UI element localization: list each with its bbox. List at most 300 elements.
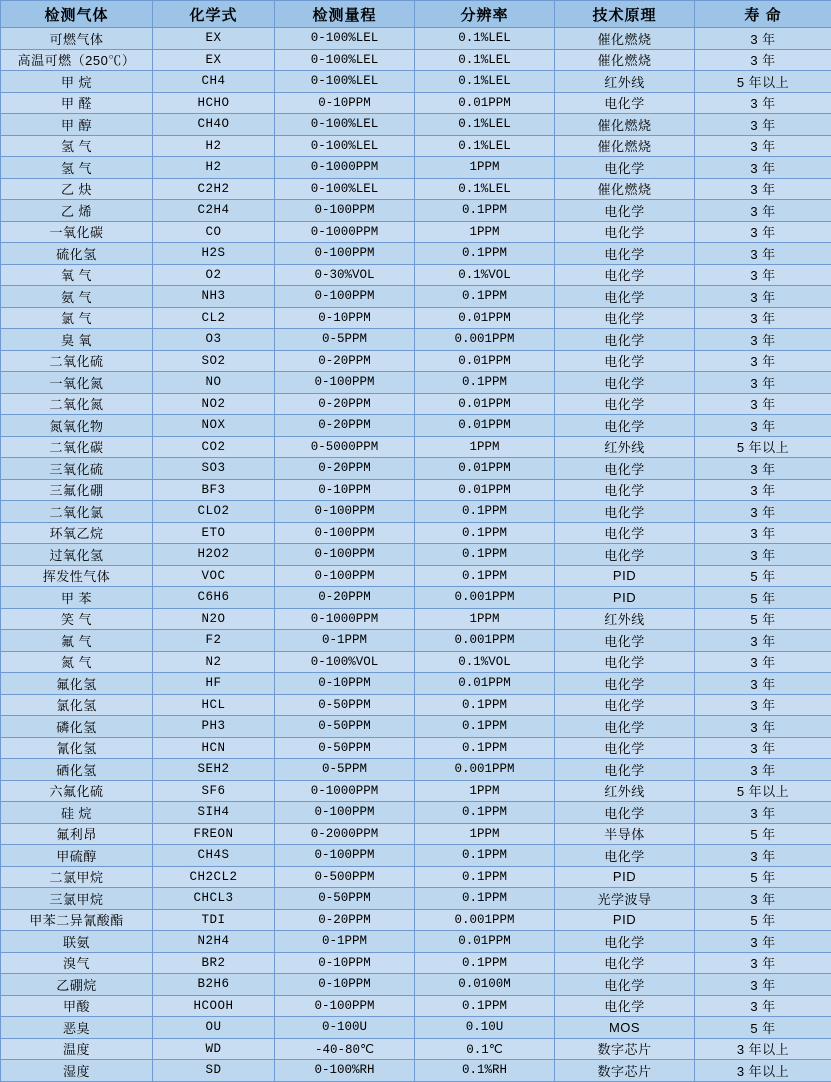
cell-gas: 二氧化氮 (1, 393, 153, 415)
table-row (1, 759, 831, 781)
cell-gas: 氯 气 (1, 307, 153, 329)
cell-lifetime: 3 年 (695, 49, 831, 71)
cell-lifetime: 3 年以上 (695, 1038, 831, 1060)
cell-lifetime: 3 年 (695, 673, 831, 695)
cell-principle: 电化学 (555, 264, 695, 286)
cell-lifetime: 5 年 (695, 1017, 831, 1039)
cell-range: 0-50PPM (275, 888, 415, 910)
cell-range: -40-80℃ (275, 1038, 415, 1060)
cell-gas: 六氟化硫 (1, 780, 153, 802)
table-row (1, 544, 831, 566)
cell-principle: 电化学 (555, 157, 695, 179)
cell-formula: CO2 (153, 436, 275, 458)
table-row (1, 651, 831, 673)
cell-gas: 环氧乙烷 (1, 522, 153, 544)
cell-range: 0-100PPM (275, 372, 415, 394)
cell-principle: 红外线 (555, 436, 695, 458)
cell-resolution: 0.1℃ (415, 1038, 555, 1060)
cell-principle: PID (555, 587, 695, 609)
cell-gas: 二氧化碳 (1, 436, 153, 458)
cell-resolution: 0.01PPM (415, 393, 555, 415)
table-row (1, 71, 831, 93)
cell-gas: 甲苯二异氰酸酯 (1, 909, 153, 931)
cell-principle: 红外线 (555, 71, 695, 93)
cell-resolution: 0.1PPM (415, 694, 555, 716)
cell-gas: 二氯甲烷 (1, 866, 153, 888)
cell-range: 0-10PPM (275, 307, 415, 329)
table-row (1, 995, 831, 1017)
cell-resolution: 0.1%LEL (415, 49, 555, 71)
cell-lifetime: 3 年 (695, 630, 831, 652)
cell-lifetime: 5 年 (695, 909, 831, 931)
cell-resolution: 0.1PPM (415, 544, 555, 566)
table-row (1, 458, 831, 480)
cell-principle: 电化学 (555, 974, 695, 996)
cell-range: 0-20PPM (275, 415, 415, 437)
column-header-principle: 技术原理 (555, 1, 695, 28)
cell-gas: 硅 烷 (1, 802, 153, 824)
cell-formula: H2S (153, 243, 275, 265)
table-row (1, 522, 831, 544)
cell-formula: CH4S (153, 845, 275, 867)
cell-formula: CHCL3 (153, 888, 275, 910)
cell-range: 0-2000PPM (275, 823, 415, 845)
cell-gas: 氢 气 (1, 135, 153, 157)
cell-resolution: 0.1PPM (415, 952, 555, 974)
cell-resolution: 0.1%LEL (415, 114, 555, 136)
cell-resolution: 1PPM (415, 608, 555, 630)
cell-formula: FREON (153, 823, 275, 845)
cell-resolution: 0.1%VOL (415, 651, 555, 673)
cell-gas: 恶臭 (1, 1017, 153, 1039)
cell-gas: 三氯甲烷 (1, 888, 153, 910)
cell-principle: 电化学 (555, 501, 695, 523)
cell-formula: N2O (153, 608, 275, 630)
cell-gas: 过氧化氢 (1, 544, 153, 566)
cell-range: 0-5000PPM (275, 436, 415, 458)
cell-range: 0-100%LEL (275, 71, 415, 93)
cell-formula: HCOOH (153, 995, 275, 1017)
cell-lifetime: 3 年 (695, 200, 831, 222)
cell-gas: 氮 气 (1, 651, 153, 673)
cell-principle: 电化学 (555, 393, 695, 415)
cell-resolution: 0.001PPM (415, 630, 555, 652)
cell-gas: 二氧化硫 (1, 350, 153, 372)
cell-gas: 三氟化硼 (1, 479, 153, 501)
cell-gas: 氧 气 (1, 264, 153, 286)
cell-formula: CH4 (153, 71, 275, 93)
cell-range: 0-100PPM (275, 845, 415, 867)
cell-gas: 甲 醛 (1, 92, 153, 114)
cell-lifetime: 3 年 (695, 221, 831, 243)
cell-principle: 数字芯片 (555, 1060, 695, 1082)
cell-resolution: 0.001PPM (415, 587, 555, 609)
table-row (1, 1017, 831, 1039)
cell-resolution: 0.1%RH (415, 1060, 555, 1082)
cell-principle: 电化学 (555, 372, 695, 394)
cell-lifetime: 5 年 (695, 587, 831, 609)
cell-lifetime: 3 年 (695, 350, 831, 372)
table-row (1, 673, 831, 695)
cell-formula: TDI (153, 909, 275, 931)
cell-formula: CH4O (153, 114, 275, 136)
cell-principle: PID (555, 909, 695, 931)
cell-formula: CO (153, 221, 275, 243)
cell-range: 0-1PPM (275, 931, 415, 953)
cell-lifetime: 3 年 (695, 544, 831, 566)
cell-lifetime: 3 年 (695, 307, 831, 329)
cell-formula: WD (153, 1038, 275, 1060)
table-row (1, 802, 831, 824)
cell-principle: 电化学 (555, 694, 695, 716)
table-row (1, 780, 831, 802)
cell-range: 0-100%LEL (275, 114, 415, 136)
column-header-resolution: 分辨率 (415, 1, 555, 28)
table-row (1, 737, 831, 759)
cell-lifetime: 3 年 (695, 995, 831, 1017)
table-row (1, 436, 831, 458)
cell-formula: N2H4 (153, 931, 275, 953)
cell-principle: MOS (555, 1017, 695, 1039)
cell-formula: SF6 (153, 780, 275, 802)
cell-resolution: 0.1PPM (415, 845, 555, 867)
cell-lifetime: 3 年 (695, 716, 831, 738)
cell-lifetime: 3 年 (695, 135, 831, 157)
cell-formula: C2H2 (153, 178, 275, 200)
cell-range: 0-100U (275, 1017, 415, 1039)
cell-formula: H2O2 (153, 544, 275, 566)
cell-gas: 甲 醇 (1, 114, 153, 136)
cell-lifetime: 3 年 (695, 372, 831, 394)
table-row (1, 1038, 831, 1060)
cell-range: 0-10PPM (275, 92, 415, 114)
cell-principle: 电化学 (555, 716, 695, 738)
cell-resolution: 0.1PPM (415, 716, 555, 738)
cell-gas: 氯化氢 (1, 694, 153, 716)
cell-resolution: 1PPM (415, 823, 555, 845)
cell-range: 0-20PPM (275, 393, 415, 415)
table-row (1, 888, 831, 910)
cell-gas: 乙 炔 (1, 178, 153, 200)
cell-lifetime: 3 年 (695, 479, 831, 501)
cell-resolution: 0.1PPM (415, 372, 555, 394)
cell-formula: HCHO (153, 92, 275, 114)
cell-range: 0-100%LEL (275, 28, 415, 50)
cell-principle: 催化燃烧 (555, 178, 695, 200)
cell-lifetime: 3 年 (695, 651, 831, 673)
cell-principle: 红外线 (555, 608, 695, 630)
cell-lifetime: 3 年以上 (695, 1060, 831, 1082)
cell-gas: 甲酸 (1, 995, 153, 1017)
table-row (1, 630, 831, 652)
table-row (1, 608, 831, 630)
cell-gas: 笑 气 (1, 608, 153, 630)
cell-formula: N2 (153, 651, 275, 673)
table-row (1, 350, 831, 372)
table-row (1, 974, 831, 996)
cell-principle: 电化学 (555, 350, 695, 372)
cell-formula: SD (153, 1060, 275, 1082)
cell-resolution: 0.01PPM (415, 673, 555, 695)
cell-range: 0-20PPM (275, 909, 415, 931)
cell-lifetime: 3 年 (695, 974, 831, 996)
cell-range: 0-1000PPM (275, 157, 415, 179)
cell-principle: 电化学 (555, 286, 695, 308)
cell-range: 0-100PPM (275, 522, 415, 544)
cell-formula: SEH2 (153, 759, 275, 781)
cell-formula: C2H4 (153, 200, 275, 222)
cell-principle: PID (555, 565, 695, 587)
cell-range: 0-20PPM (275, 458, 415, 480)
cell-principle: 半导体 (555, 823, 695, 845)
cell-range: 0-1000PPM (275, 608, 415, 630)
cell-gas: 一氧化碳 (1, 221, 153, 243)
cell-gas: 挥发性气体 (1, 565, 153, 587)
cell-lifetime: 3 年 (695, 157, 831, 179)
table-row (1, 694, 831, 716)
cell-resolution: 0.0100M (415, 974, 555, 996)
table-row (1, 28, 831, 50)
cell-lifetime: 5 年 (695, 608, 831, 630)
cell-principle: 电化学 (555, 415, 695, 437)
cell-resolution: 0.1%LEL (415, 135, 555, 157)
cell-formula: OU (153, 1017, 275, 1039)
cell-resolution: 0.1PPM (415, 286, 555, 308)
cell-lifetime: 3 年 (695, 501, 831, 523)
cell-formula: VOC (153, 565, 275, 587)
cell-formula: O2 (153, 264, 275, 286)
cell-resolution: 1PPM (415, 780, 555, 802)
cell-resolution: 0.001PPM (415, 759, 555, 781)
table-row (1, 372, 831, 394)
cell-formula: H2 (153, 157, 275, 179)
cell-resolution: 0.01PPM (415, 92, 555, 114)
cell-lifetime: 5 年以上 (695, 780, 831, 802)
table-row (1, 92, 831, 114)
cell-gas: 氟 气 (1, 630, 153, 652)
cell-formula: H2 (153, 135, 275, 157)
table-row (1, 501, 831, 523)
cell-formula: ETO (153, 522, 275, 544)
table-row (1, 264, 831, 286)
table-row (1, 823, 831, 845)
cell-formula: BR2 (153, 952, 275, 974)
cell-gas: 甲 烷 (1, 71, 153, 93)
cell-resolution: 0.001PPM (415, 909, 555, 931)
cell-principle: 红外线 (555, 780, 695, 802)
cell-principle: 催化燃烧 (555, 135, 695, 157)
cell-principle: 数字芯片 (555, 1038, 695, 1060)
cell-resolution: 0.01PPM (415, 458, 555, 480)
cell-resolution: 0.1PPM (415, 243, 555, 265)
cell-principle: 电化学 (555, 200, 695, 222)
cell-lifetime: 3 年 (695, 759, 831, 781)
cell-principle: 电化学 (555, 802, 695, 824)
cell-formula: NO (153, 372, 275, 394)
cell-resolution: 0.1PPM (415, 565, 555, 587)
table-row (1, 178, 831, 200)
cell-range: 0-100%LEL (275, 135, 415, 157)
cell-principle: 电化学 (555, 479, 695, 501)
cell-formula: CH2CL2 (153, 866, 275, 888)
cell-formula: PH3 (153, 716, 275, 738)
cell-resolution: 1PPM (415, 157, 555, 179)
cell-range: 0-100PPM (275, 501, 415, 523)
cell-resolution: 1PPM (415, 221, 555, 243)
cell-gas: 氢 气 (1, 157, 153, 179)
cell-range: 0-100PPM (275, 565, 415, 587)
cell-resolution: 0.1%LEL (415, 28, 555, 50)
cell-gas: 氮氧化物 (1, 415, 153, 437)
cell-gas: 硫化氢 (1, 243, 153, 265)
cell-formula: EX (153, 49, 275, 71)
cell-gas: 磷化氢 (1, 716, 153, 738)
cell-principle: 电化学 (555, 931, 695, 953)
cell-lifetime: 3 年 (695, 329, 831, 351)
cell-lifetime: 3 年 (695, 458, 831, 480)
cell-formula: O3 (153, 329, 275, 351)
cell-range: 0-500PPM (275, 866, 415, 888)
cell-principle: 电化学 (555, 329, 695, 351)
cell-formula: C6H6 (153, 587, 275, 609)
cell-range: 0-100PPM (275, 200, 415, 222)
table-header (1, 1, 831, 28)
cell-resolution: 0.1PPM (415, 995, 555, 1017)
cell-gas: 高温可燃（250℃） (1, 49, 153, 71)
cell-range: 0-100PPM (275, 995, 415, 1017)
cell-resolution: 0.1%LEL (415, 71, 555, 93)
cell-formula: B2H6 (153, 974, 275, 996)
cell-lifetime: 3 年 (695, 802, 831, 824)
cell-range: 0-50PPM (275, 716, 415, 738)
cell-range: 0-100%LEL (275, 49, 415, 71)
column-header-range: 检测量程 (275, 1, 415, 28)
cell-gas: 氨 气 (1, 286, 153, 308)
cell-formula: CL2 (153, 307, 275, 329)
table-row (1, 931, 831, 953)
cell-formula: NH3 (153, 286, 275, 308)
cell-principle: 电化学 (555, 845, 695, 867)
cell-principle: 电化学 (555, 651, 695, 673)
cell-resolution: 0.1PPM (415, 501, 555, 523)
cell-gas: 甲硫醇 (1, 845, 153, 867)
cell-principle: 电化学 (555, 952, 695, 974)
cell-range: 0-10PPM (275, 952, 415, 974)
cell-lifetime: 3 年 (695, 415, 831, 437)
cell-principle: 催化燃烧 (555, 49, 695, 71)
table-body (1, 28, 831, 1082)
cell-gas: 联氨 (1, 931, 153, 953)
cell-gas: 溴气 (1, 952, 153, 974)
cell-principle: 催化燃烧 (555, 114, 695, 136)
cell-resolution: 0.1PPM (415, 888, 555, 910)
cell-principle: 光学波导 (555, 888, 695, 910)
column-header-formula: 化学式 (153, 1, 275, 28)
table-row (1, 845, 831, 867)
table-row (1, 587, 831, 609)
table-row (1, 415, 831, 437)
table-row (1, 114, 831, 136)
cell-lifetime: 5 年以上 (695, 436, 831, 458)
cell-resolution: 0.1PPM (415, 802, 555, 824)
cell-lifetime: 3 年 (695, 952, 831, 974)
cell-resolution: 1PPM (415, 436, 555, 458)
cell-lifetime: 3 年 (695, 694, 831, 716)
cell-range: 0-100PPM (275, 286, 415, 308)
cell-gas: 乙硼烷 (1, 974, 153, 996)
table-row (1, 221, 831, 243)
cell-principle: 电化学 (555, 759, 695, 781)
cell-lifetime: 3 年 (695, 243, 831, 265)
table-row (1, 1060, 831, 1082)
cell-lifetime: 3 年 (695, 28, 831, 50)
cell-formula: HCL (153, 694, 275, 716)
cell-gas: 二氧化氯 (1, 501, 153, 523)
cell-range: 0-1PPM (275, 630, 415, 652)
cell-resolution: 0.1PPM (415, 866, 555, 888)
cell-resolution: 0.1%LEL (415, 178, 555, 200)
cell-principle: 电化学 (555, 92, 695, 114)
cell-lifetime: 3 年 (695, 92, 831, 114)
cell-lifetime: 3 年 (695, 845, 831, 867)
cell-lifetime: 3 年 (695, 286, 831, 308)
cell-resolution: 0.01PPM (415, 415, 555, 437)
table-row (1, 200, 831, 222)
cell-resolution: 0.01PPM (415, 307, 555, 329)
table-row (1, 952, 831, 974)
cell-principle: 电化学 (555, 458, 695, 480)
cell-gas: 乙 烯 (1, 200, 153, 222)
cell-formula: SIH4 (153, 802, 275, 824)
cell-gas: 三氧化硫 (1, 458, 153, 480)
cell-range: 0-5PPM (275, 759, 415, 781)
cell-lifetime: 3 年 (695, 522, 831, 544)
cell-gas: 温度 (1, 1038, 153, 1060)
table-row (1, 286, 831, 308)
cell-lifetime: 3 年 (695, 931, 831, 953)
table-row (1, 157, 831, 179)
cell-lifetime: 3 年 (695, 114, 831, 136)
table-row (1, 866, 831, 888)
cell-gas: 可燃气体 (1, 28, 153, 50)
cell-range: 0-50PPM (275, 694, 415, 716)
cell-resolution: 0.10U (415, 1017, 555, 1039)
cell-range: 0-100%RH (275, 1060, 415, 1082)
cell-lifetime: 3 年 (695, 264, 831, 286)
cell-range: 0-100PPM (275, 802, 415, 824)
cell-formula: SO3 (153, 458, 275, 480)
cell-principle: 电化学 (555, 630, 695, 652)
cell-resolution: 0.001PPM (415, 329, 555, 351)
cell-gas: 氟化氢 (1, 673, 153, 695)
cell-principle: 电化学 (555, 995, 695, 1017)
table-row (1, 479, 831, 501)
cell-principle: 催化燃烧 (555, 28, 695, 50)
cell-resolution: 0.01PPM (415, 350, 555, 372)
cell-gas: 硒化氢 (1, 759, 153, 781)
cell-resolution: 0.1%VOL (415, 264, 555, 286)
cell-principle: 电化学 (555, 243, 695, 265)
cell-lifetime: 5 年 (695, 823, 831, 845)
cell-gas: 湿度 (1, 1060, 153, 1082)
cell-formula: NO2 (153, 393, 275, 415)
cell-range: 0-10PPM (275, 479, 415, 501)
cell-range: 0-100PPM (275, 243, 415, 265)
table-row (1, 243, 831, 265)
cell-range: 0-10PPM (275, 673, 415, 695)
cell-gas: 臭 氧 (1, 329, 153, 351)
cell-gas: 一氧化氮 (1, 372, 153, 394)
